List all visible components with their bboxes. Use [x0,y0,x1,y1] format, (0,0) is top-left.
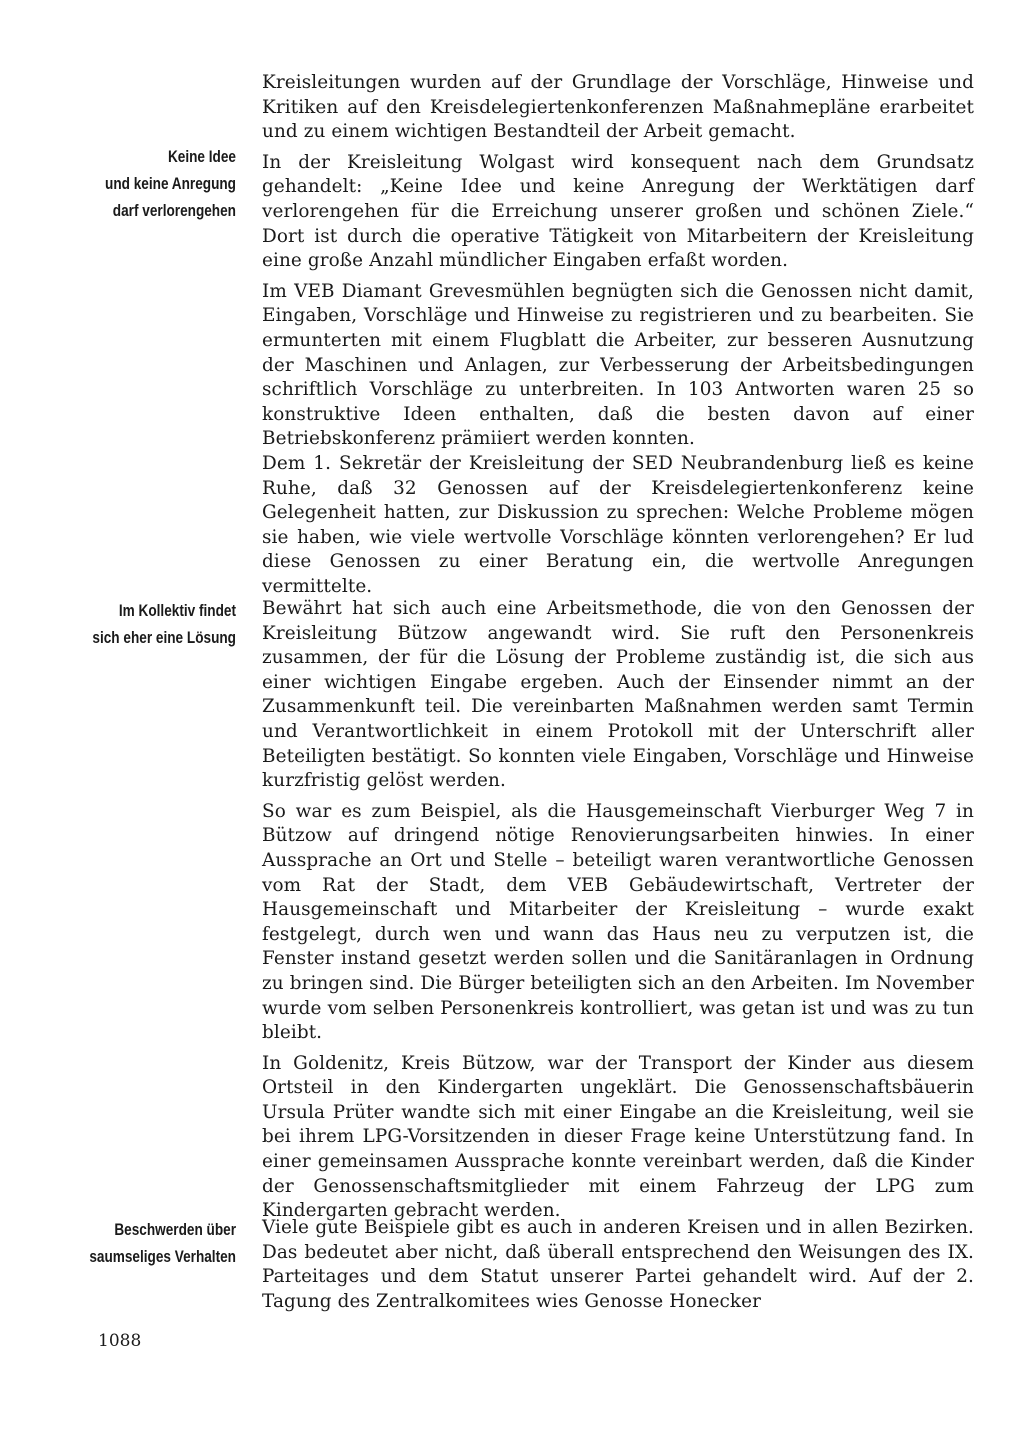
paragraph: Bewährt hat sich auch eine Arbeitsmethode, die von den Genossen der Kreisleitung Bützow angewandt wird. Sie ruft den Personenkreis zusammen, der für die Lösung der Probleme zuständig ist, die sich aus einer wichtigen Eingabe ergeben. Auch der Einsender nimmt an der Zusammenkunft teil. Die vereinbarten Maßnahmen werden samt Termin und Verantwortlichkeit in einem Protokoll mit der Unterschrift aller Beteiligten bestätigt. So konnten viele Eingaben, Vorschläge und Hinweise kurzfristig gelöst werden. [262,598,974,792]
paragraph: Viele gute Beispiele gibt es auch in anderen Kreisen und in allen Bezirken. Das bedeutet aber nicht, daß überall entsprechend den Weisungen des IX. Parteitages und dem Statut unserer Partei gehandelt wird. Auf der 2. Tagung des Zentralkomitees wies Genosse Honecker [262,1217,974,1312]
margin-heading-line: saumseliges Verhalten [89,1247,237,1266]
page-number: 1088 [98,1331,142,1351]
text-section-2 [262,597,974,1230]
paragraph: So war es zum Beispiel, als die Hausgemeinschaft Vierburger Weg 7 in Bützow auf dringend nötige Renovierungsarbeiten hinwies. In einer Aussprache an Ort und Stelle – beteiligt waren verantwortliche Genossen vom Rat der Stadt, dem VEB Gebäudewirtschaft, Vertreter der Hausgemeinschaft und Mitarbeiter der Kreisleitung – wurde exakt festgelegt, durch wen und wann das Haus neu zu verputzen ist, die Fenster instand gesetzt werden sollen und die Sanitäranlagen in Ordnung zu bringen sind. Die Bürger beteiligten sich an den Arbeiten. Im November wurde vom selben Personenkreis kontrolliert, was getan ist und was zu tun bleibt. [262,800,974,1044]
paragraph: Dem 1. Sekretär der Kreisleitung der SED Neubrandenburg ließ es keine Ruhe, daß 32 Genossen auf der Kreisdelegiertenkonferenz keine Gelegenheit hatten, zur Diskussion zu sprechen: Welche Probleme mögen sie haben, wie viele wertvolle Vorschläge könnten verlorengehen? Er lud diese Genossen zu einer Beratung ein, die wertvolle Anregungen vermittelte. [262,452,974,597]
text-section-1 [262,71,974,605]
margin-heading [76,597,236,651]
paragraph: In Goldenitz, Kreis Bützow, war der Transport der Kinder aus diesem Ortsteil in den Kindergarten ungeklärt. Die Genossenschaftsbäuerin Ursula Prüter wandte sich mit einer Eingabe an die Kreisleitung, weil sie bei ihrem LPG-Vorsitzenden in dieser Frage keine Unterstützung fand. In einer gemeinsamen Aussprache konnte vereinbart werden, daß die Kinder der Genossenschaftsmitglieder mit einem Fahrzeug der LPG zum Kindergarten gebracht werden. [262,1052,974,1222]
paragraph: Im VEB Diamant Grevesmühlen begnügten sich die Genossen nicht damit, Eingaben, Vorschläge und Hinweise zu registrieren und zu bearbeiten. Sie ermunterten mit einem Flugblatt die Arbeiter, zur besseren Ausnutzung der Maschinen und Anlagen, zur Verbesserung der Arbeitsbedingungen schriftlich Vorschläge zu unterbreiten. In 103 Antworten waren 25 so konstruktive Ideen enthalten, daß die besten davon auf einer Betriebskonferenz prämiiert werden konnten. [262,280,974,450]
paragraph: Kreisleitungen wurden auf der Grundlage der Vorschläge, Hinweise und Kritiken auf den Kreisdelegiertenkonferenzen Maßnahmepläne erarbeitet und zu einem wichtigen Bestandteil der Arbeit gemacht. [262,72,974,143]
margin-heading [76,143,236,224]
margin-heading-line: Im Kollektiv findet [118,601,236,620]
margin-heading-line: sich eher eine Lösung [92,628,237,647]
paragraph: In der Kreisleitung Wolgast wird konsequent nach dem Grundsatz gehandelt: „Keine Idee und keine Anregung der Werktätigen darf verlorengehen für die Erreichung unserer großen und schönen Ziele.“ Dort ist durch die operative Tätigkeit von Mitarbeitern der Kreisleitung eine große Anzahl mündlicher Eingaben erfaßt worden. [262,151,974,272]
margin-heading-line: und keine Anregung [105,174,237,193]
margin-heading-line: darf verlorengehen [112,201,236,220]
margin-heading-line: Beschwerden über [114,1220,236,1239]
margin-heading-line: Keine Idee [167,147,236,166]
text-section-3 [262,1216,974,1320]
margin-heading [76,1216,236,1270]
